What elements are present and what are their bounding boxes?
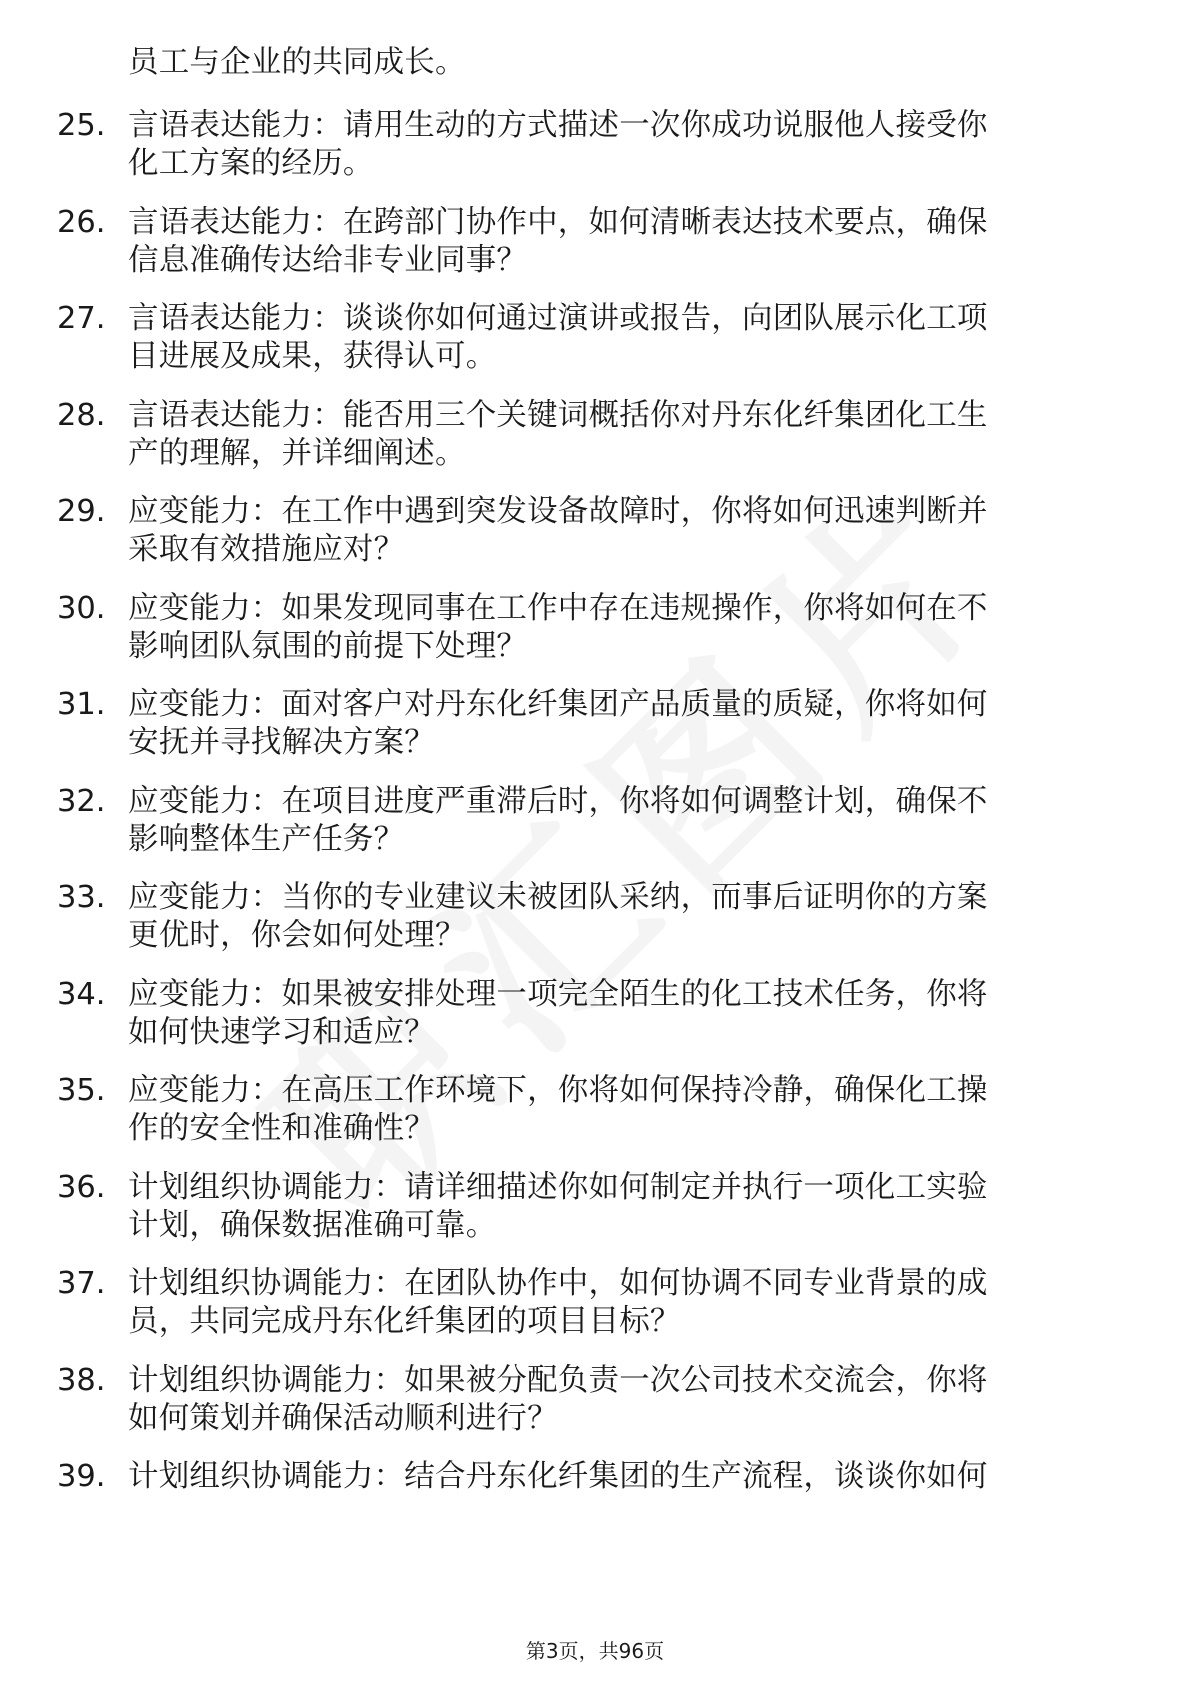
question-text-line: 目进展及成果，获得认可。 xyxy=(128,339,497,374)
continuation-line: 员工与企业的共同成长。 xyxy=(128,45,466,80)
question-text-line: 应变能力：在项目进度严重滞后时，你将如何调整计划，确保不 xyxy=(128,783,988,819)
question-number: 37. xyxy=(57,1266,106,1301)
question-text-line: 应变能力：如果发现同事在工作中存在违规操作，你将如何在不 xyxy=(128,590,988,626)
question-text-line: 应变能力：在工作中遇到突发设备故障时，你将如何迅速判断并 xyxy=(128,494,988,529)
question-number: 32. xyxy=(57,783,106,819)
question-text-line: 言语表达能力：谈谈你如何通过演讲或报告，向团队展示化工项 xyxy=(128,301,988,336)
question-number: 28. xyxy=(57,397,106,433)
question-text-line: 应变能力：当你的专业建议未被团队采纳，而事后证明你的方案 xyxy=(128,880,988,915)
question-number: 35. xyxy=(57,1073,106,1108)
question-text-line: 更优时，你会如何处理？ xyxy=(128,918,466,953)
question-text-line: 计划组织协调能力：结合丹东化纤集团的生产流程，谈谈你如何 xyxy=(128,1459,988,1494)
question-text-line: 如何快速学习和适应？ xyxy=(128,1014,435,1050)
question-number: 31. xyxy=(57,687,106,722)
question-text-line: 计划组织协调能力：在团队协作中，如何协调不同专业背景的成 xyxy=(128,1266,988,1301)
question-number: 33. xyxy=(57,880,106,915)
question-number: 25. xyxy=(57,108,106,143)
page-footer: 第3页，共96页 xyxy=(525,1639,665,1663)
question-number: 27. xyxy=(57,301,106,336)
question-text-line: 计划组织协调能力：请详细描述你如何制定并执行一项化工实验 xyxy=(128,1169,988,1205)
question-text-line: 如何策划并确保活动顺利进行？ xyxy=(128,1400,558,1436)
question-text-line: 应变能力：在高压工作环境下，你将如何保持冷静，确保化工操 xyxy=(128,1073,988,1108)
question-number: 34. xyxy=(57,976,106,1012)
question-number: 30. xyxy=(57,590,106,626)
question-text-line: 影响整体生产任务？ xyxy=(128,821,405,857)
question-text-line: 影响团队氛围的前提下处理？ xyxy=(128,628,528,664)
question-text-line: 员，共同完成丹东化纤集团的项目目标？ xyxy=(128,1304,681,1339)
question-number: 26. xyxy=(57,204,106,240)
question-text-line: 作的安全性和准确性？ xyxy=(128,1111,435,1146)
question-number: 39. xyxy=(57,1459,106,1494)
question-text-line: 产的理解，并详细阐述。 xyxy=(128,435,466,471)
question-number: 29. xyxy=(57,494,106,529)
question-text-line: 采取有效措施应对？ xyxy=(128,532,405,567)
question-text-line: 言语表达能力：在跨部门协作中，如何清晰表达技术要点，确保 xyxy=(128,204,988,240)
question-text-line: 安抚并寻找解决方案？ xyxy=(128,725,435,760)
question-number: 36. xyxy=(57,1169,106,1205)
question-text-line: 信息准确传达给非专业同事？ xyxy=(128,242,528,278)
question-text-line: 计划组织协调能力：如果被分配负责一次公司技术交流会，你将 xyxy=(128,1362,988,1398)
question-text-line: 化工方案的经历。 xyxy=(128,146,374,181)
question-text-line: 应变能力：如果被安排处理一项完全陌生的化工技术任务，你将 xyxy=(128,976,988,1012)
question-text-line: 应变能力：面对客户对丹东化纤集团产品质量的质疑，你将如何 xyxy=(128,687,988,722)
question-text-line: 言语表达能力：请用生动的方式描述一次你成功说服他人接受你 xyxy=(128,108,988,143)
question-text-line: 言语表达能力：能否用三个关键词概括你对丹东化纤集团化工生 xyxy=(128,397,988,433)
question-number: 38. xyxy=(57,1362,106,1398)
question-text-line: 计划，确保数据准确可靠。 xyxy=(128,1207,497,1243)
